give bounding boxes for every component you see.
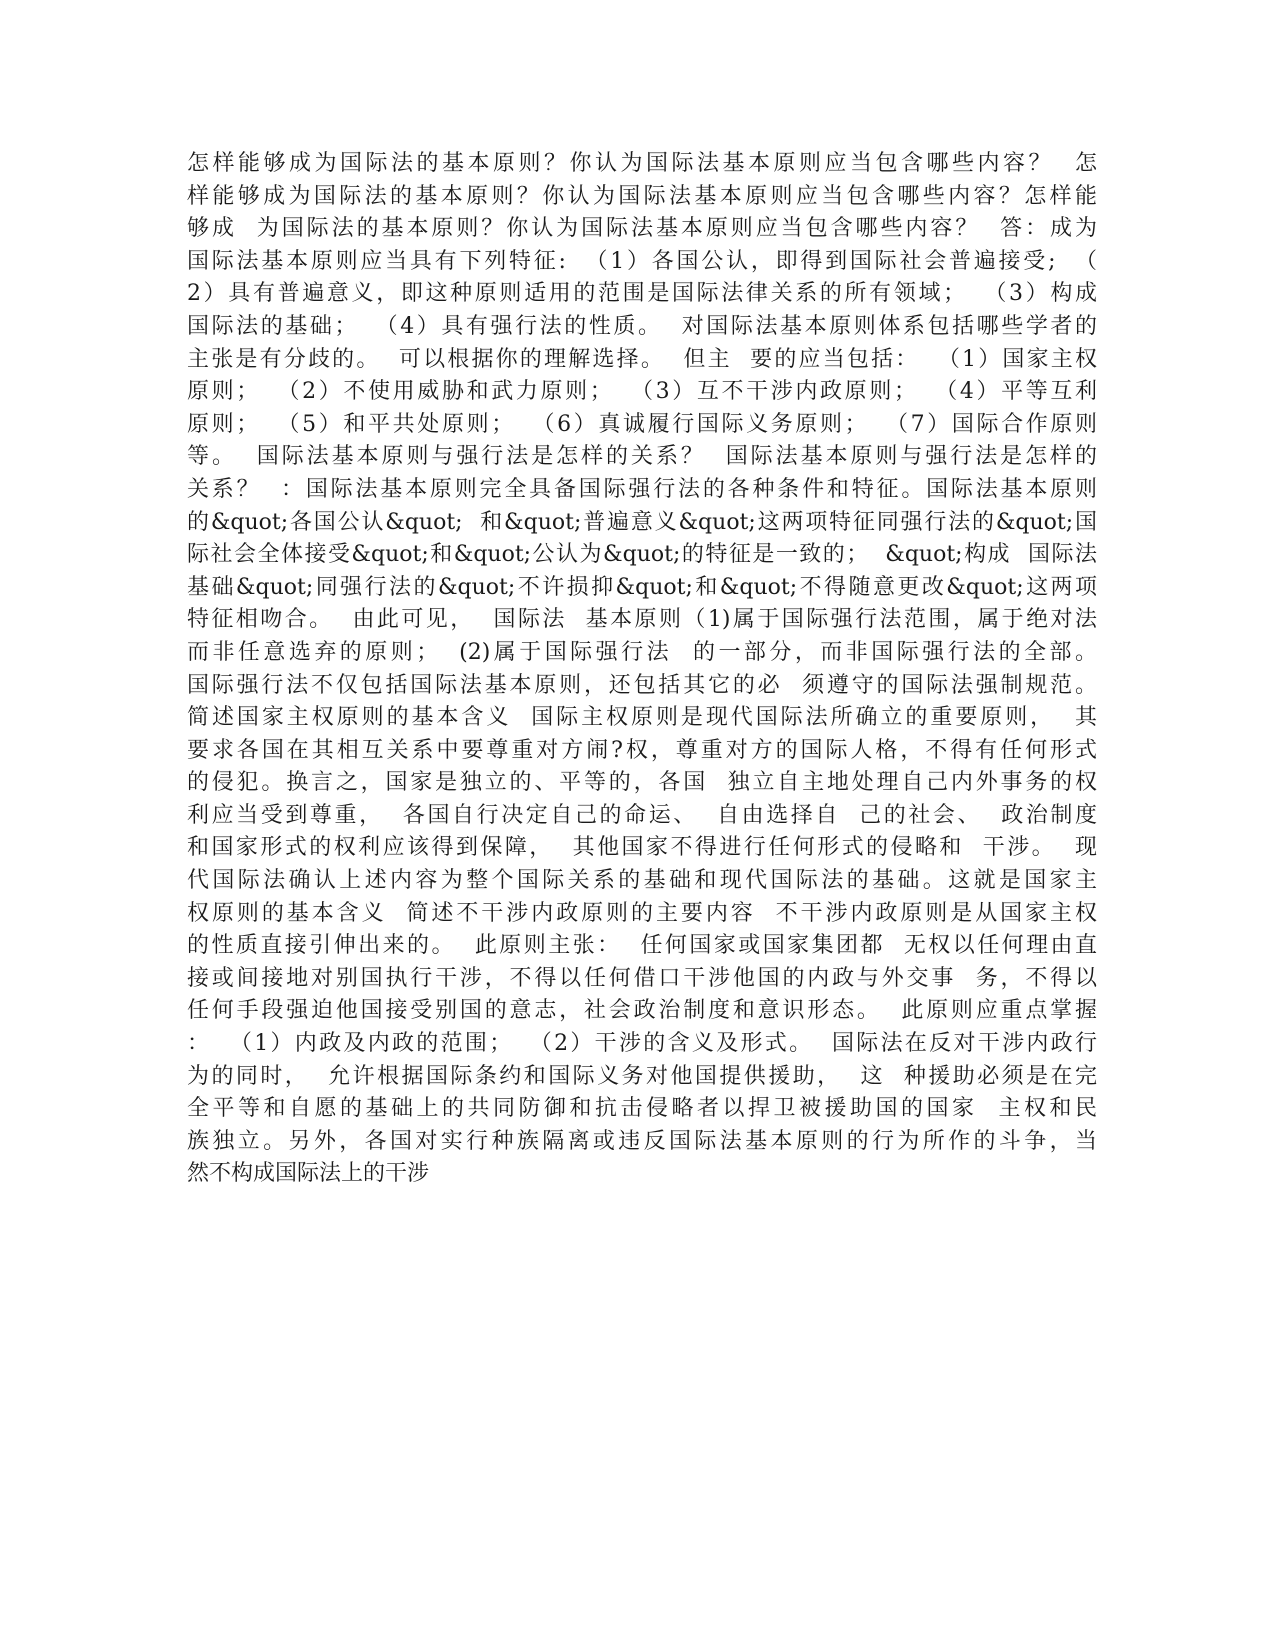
text-line: 等。 国际法基本原则与强行法是怎样的关系？ 国际法基本原则与强行法是怎样的: [187, 444, 1097, 470]
text-line: 利应当受到尊重， 各国自行决定自己的命运、 自由选择自 己的社会、 政治制度: [187, 802, 1097, 828]
text-line-last: 然不构成国际法上的干涉: [187, 1161, 430, 1187]
text-line: 的性质直接引伸出来的。 此原则主张： 任何国家或国家集团都 无权以任何理由直: [187, 933, 1097, 959]
text-line: 全平等和自愿的基础上的共同防御和抗击侵略者以捍卫被援助国的国家 主权和民: [187, 1096, 1097, 1122]
text-line: 样能够成为国际法的基本原则？你认为国际法基本原则应当包含哪些内容？怎样能: [187, 183, 1097, 209]
text-line: 而非任意选弃的原则； (2)属于国际强行法 的一部分，而非国际强行法的全部。: [187, 639, 1097, 665]
text-line: 为的同时， 允许根据国际条约和国际义务对他国提供援助， 这 种援助必须是在完: [187, 1063, 1097, 1089]
text-line: 2）具有普遍意义，即这种原则适用的范围是国际法律关系的所有领域； （3）构成: [187, 281, 1097, 307]
text-line: 接或间接地对别国执行干涉，不得以任何借口干涉他国的内政与外交事 务，不得以: [187, 965, 1097, 991]
text-line: 的&quot;各国公认&quot; 和&quot;普遍意义&quot;这两项特征同强行法的&quot;国: [187, 509, 1097, 535]
text-line: 代国际法确认上述内容为整个国际关系的基础和现代国际法的基础。这就是国家主: [187, 868, 1097, 894]
text-line: 原则； （2）不使用威胁和武力原则； （3）互不干涉内政原则； （4）平等互利: [187, 379, 1097, 405]
text-line: 任何手段强迫他国接受别国的意志，社会政治制度和意识形态。 此原则应重点掌握: [187, 998, 1097, 1024]
text-line: ： （1）内政及内政的范围； （2）干涉的含义及形式。 国际法在反对干涉内政行: [187, 1031, 1097, 1057]
text-line: 主张是有分歧的。 可以根据你的理解选择。 但主 要的应当包括： （1）国家主权: [187, 346, 1097, 372]
text-line: 国际法基本原则应当具有下列特征: （1）各国公认，即得到国际社会普遍接受; （: [187, 248, 1097, 274]
text-line: 够成 为国际法的基本原则？你认为国际法基本原则应当包含哪些内容？ 答：成为: [187, 216, 1097, 242]
text-line: 简述国家主权原则的基本含义 国际主权原则是现代国际法所确立的重要原则， 其: [187, 705, 1097, 731]
text-line: 关系？ ：国际法基本原则完全具备国际强行法的各种条件和特征。国际法基本原则: [187, 476, 1097, 502]
text-line: 基础&quot;同强行法的&quot;不许损抑&quot;和&quot;不得随意更改&quot;这两项: [187, 574, 1097, 600]
text-line: 要求各国在其相互关系中要尊重对方闹?权，尊重对方的国际人格，不得有任何形式: [187, 737, 1097, 763]
text-line: 特征相吻合。 由此可见， 国际法 基本原则（1)属于国际强行法范围，属于绝对法: [187, 607, 1097, 633]
text-line: 族独立。另外，各国对实行种族隔离或违反国际法基本原则的行为所作的斗争，当: [187, 1128, 1097, 1154]
text-line: 原则； （5）和平共处原则； （6）真诚履行国际义务原则； （7）国际合作原则: [187, 411, 1097, 437]
text-line: 际社会全体接受&quot;和&quot;公认为&quot;的特征是一致的； &quot;构成 国际法: [187, 542, 1097, 568]
text-line: 怎样能够成为国际法的基本原则？你认为国际法基本原则应当包含哪些内容？ 怎: [187, 151, 1097, 176]
text-line: 权原则的基本含义 简述不干涉内政原则的主要内容 不干涉内政原则是从国家主权: [187, 900, 1097, 926]
text-line: 国际强行法不仅包括国际法基本原则，还包括其它的必 须遵守的国际法强制规范。: [187, 672, 1097, 698]
text-line: 国际法的基础； （4）具有强行法的性质。 对国际法基本原则体系包括哪些学者的: [187, 313, 1097, 339]
body-text: [187, 148, 1097, 1191]
text-line: 的侵犯。换言之，国家是独立的、平等的，各国 独立自主地处理自己内外事务的权: [187, 770, 1097, 796]
text-line: 和国家形式的权利应该得到保障， 其他国家不得进行任何形式的侵略和 干涉。 现: [187, 835, 1097, 861]
